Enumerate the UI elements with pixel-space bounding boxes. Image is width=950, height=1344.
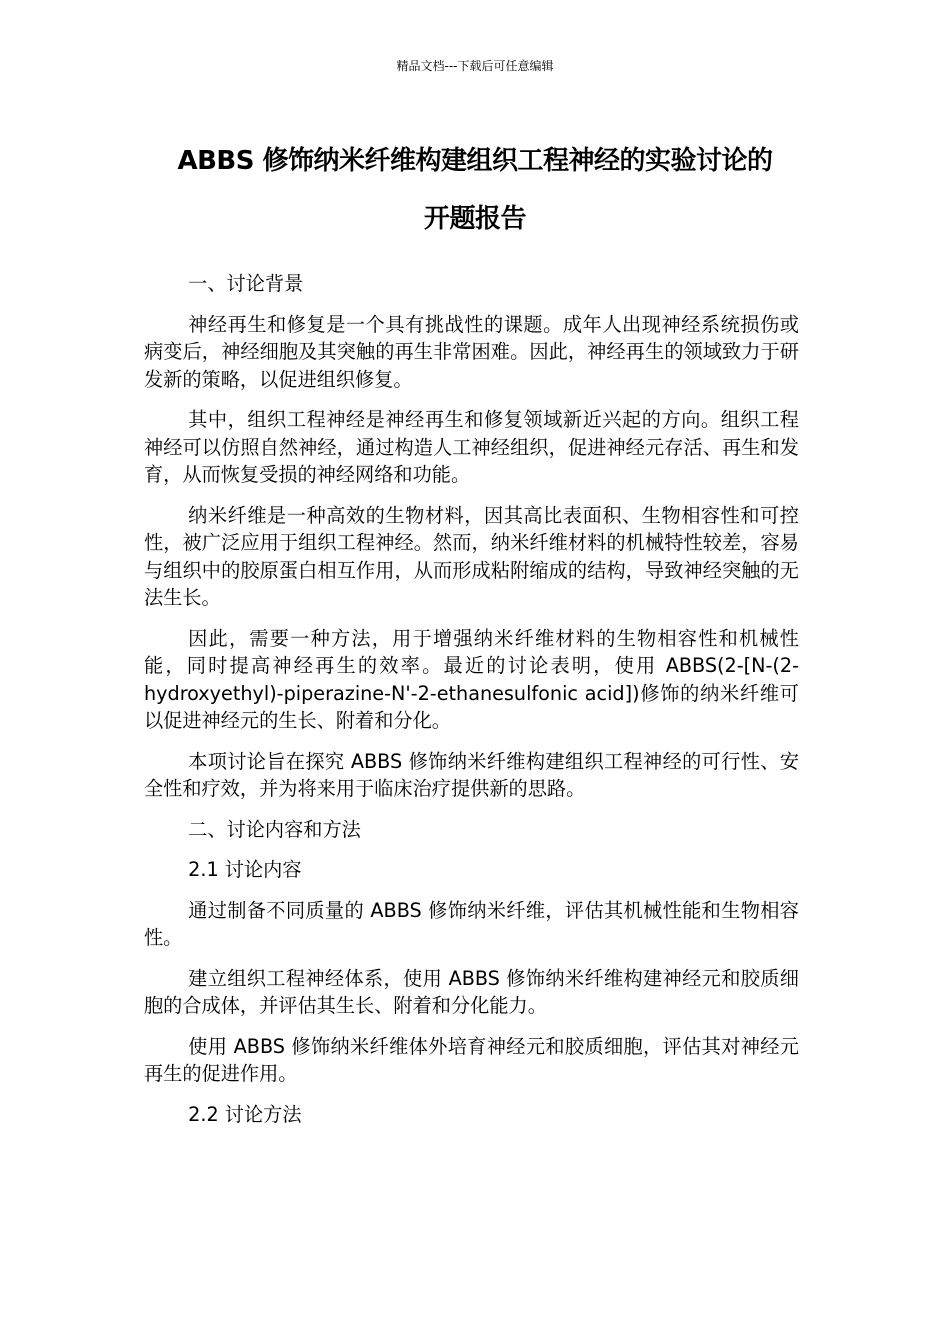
paragraph-2: 其中，组织工程神经是神经再生和修复领域新近兴起的方向。组织工程神经可以仿照自然神经，通过构造人工神经组织，促进神经元存活、再生和发育，从而恢复受损的神经网络和功能。 [144,408,799,486]
paragraph-7: 建立组织工程神经体系，使用 ABBS 修饰纳米纤维构建神经元和胶质细胞的合成体，并评估其生长、附着和分化能力。 [144,966,799,1017]
paragraph-5: 本项讨论旨在探究 ABBS 修饰纳米纤维构建组织工程神经的可行性、安全性和疗效，并为将来用于临床治疗提供新的思路。 [144,749,799,800]
page-header: 精品文档---下载后可任意编辑 [396,59,554,73]
document-body [144,270,799,1141]
section-heading-content-methods: 二、讨论内容和方法 [188,817,361,841]
paragraph-8: 使用 ABBS 修饰纳米纤维体外培育神经元和胶质细胞，评估其对神经元再生的促进作用。 [144,1034,799,1085]
paragraph-1: 神经再生和修复是一个具有挑战性的课题。成年人出现神经系统损伤或病变后，神经细胞及其突触的再生非常困难。因此，神经再生的领域致力于研发新的策略，以促进组织修复。 [144,312,799,391]
title-line-1: ABBS 修饰纳米纤维构建组织工程神经的实验讨论的 [177,146,773,176]
subsection-heading-methods: 2.2 讨论方法 [188,1102,302,1126]
section-heading-background: 一、讨论背景 [188,272,304,295]
paragraph-3: 纳米纤维是一种高效的生物材料，因其高比表面积、生物相容性和可控性，被广泛应用于组织工程神经。然而，纳米纤维材料的机械特性较差，容易与组织中的胶原蛋白相互作用，从而形成粘附缩成的结构，导致神经突触的无法生长。 [144,503,799,609]
subsection-heading-content: 2.1 讨论内容 [188,858,302,881]
paragraph-6: 通过制备不同质量的 ABBS 修饰纳米纤维，评估其机械性能和生物相容性。 [144,898,799,949]
title-line-2: 开题报告 [423,204,526,234]
document-title [120,132,830,248]
paragraph-4: 因此，需要一种方法，用于增强纳米纤维材料的生物相容性和机械性能，同时提高神经再生的效率。最近的讨论表明，使用 ABBS(2-[N-(2-hydroxyethyl)-piperazine-N'-2-ethanesulfonic acid])修饰的纳米纤维可以促进神经元的生长、附着和分化。 [144,626,799,732]
